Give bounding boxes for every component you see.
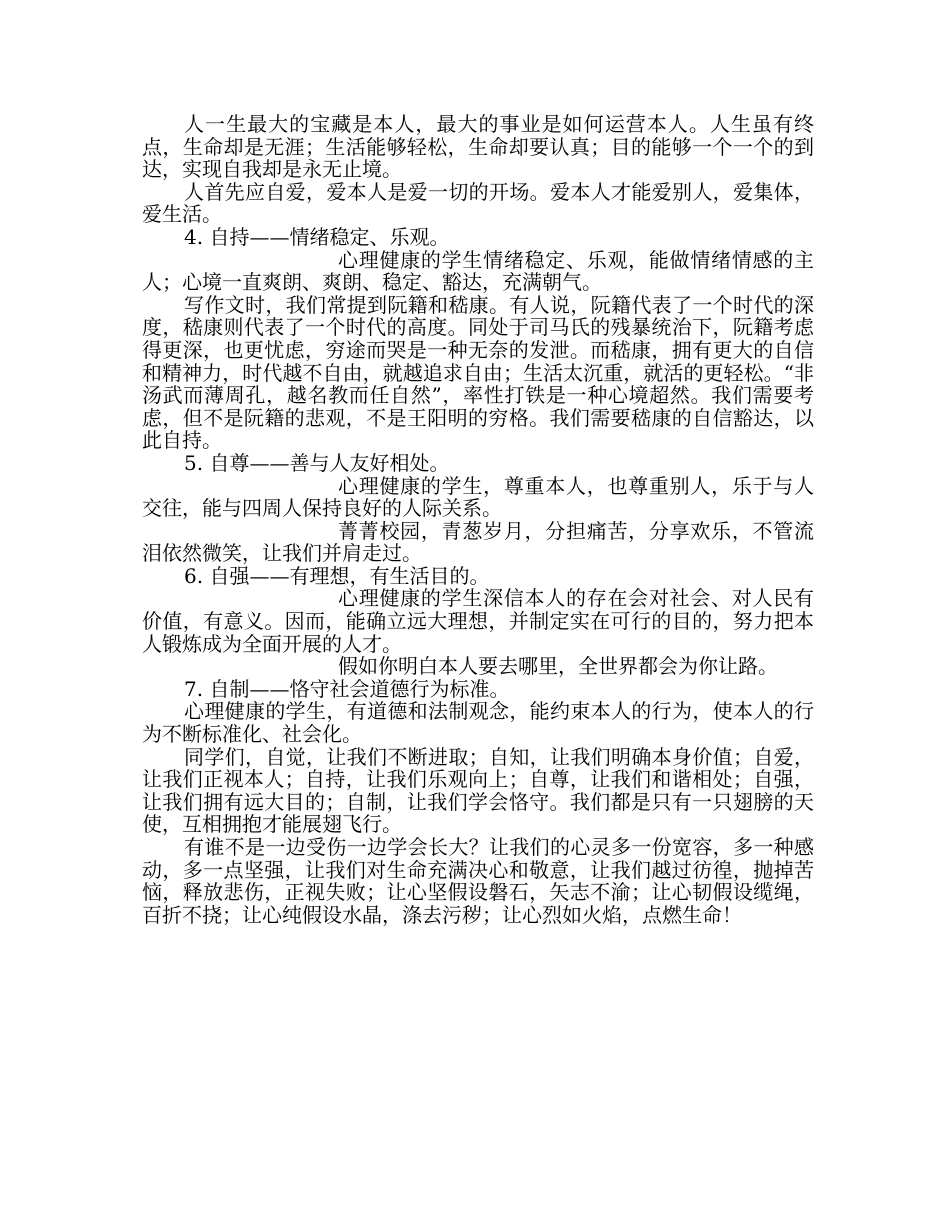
paragraph: 人首先应自爱，爱本人是爱一切的开场。爱本人才能爱别人，爱集体，爱生活。 <box>142 179 814 227</box>
document-body <box>142 113 814 926</box>
section-heading: 6. 自强——有理想，有生活目的。 <box>184 563 490 588</box>
paragraph: 有谁不是一边受伤一边学会长大？让我们的心灵多一份宽容，多一种感动，多一点坚强，让我们对生命充满决心和敬意，让我们越过彷徨，抛掉苦恼，释放悲伤，正视失败；让心坚假设磐石，矢志不渝；让心韧假设缆绳，百折不挠；让心纯假设水晶，涤去污秽；让心烈如火焰，点燃生命！ <box>142 835 814 927</box>
paragraph: 人一生最大的宝藏是本人，最大的事业是如何运营本人。人生虽有终点，生命却是无涯；生活能够轻松，生命却要认真；目的能够一个一个的到达，实现自我却是永无止境。 <box>142 112 814 182</box>
paragraph: 写作文时，我们常提到阮籍和嵇康。有人说，阮籍代表了一个时代的深度，嵇康则代表了一个时代的高度。同处于司马氏的残暴统治下，阮籍考虑得更深，也更忧虑，穷途而哭是一种无奈的发泄。而嵇康，拥有更大的自信和精神力，时代越不自由，就越追求自由；生活太沉重，就活的更轻松。“非汤武而薄周孔，越名教而任自然”，率性打铁是一种心境超然。我们需要考虑，但不是阮籍的悲观，不是王阳明的穷格。我们需要嵇康的自信豁达，以此自持。 <box>142 292 814 453</box>
paragraph: 心理健康的学生情绪稳定、乐观，能做情绪情感的主人；心境一直爽朗、爽朗、稳定、豁达，充满朝气。 <box>142 247 814 295</box>
paragraph: 心理健康的学生，有道德和法制观念，能约束本人的行为，使本人的行为不断标准化、社会化。 <box>142 699 814 747</box>
section-heading: 7. 自制——恪守社会道德行为标准。 <box>184 676 510 701</box>
paragraph: 菁菁校园，青葱岁月，分担痛苦，分享欢乐，不管流泪依然微笑，让我们并肩走过。 <box>142 518 814 566</box>
paragraph: 心理健康的学生，尊重本人，也尊重别人，乐于与人交往，能与四周人保持良好的人际关系。 <box>142 473 814 521</box>
paragraph: 心理健康的学生深信本人的存在会对社会、对人民有价值，有意义。因而，能确立远大理想，并制定实在可行的目的，努力把本人锻炼成为全面开展的人才。 <box>142 586 814 656</box>
section-heading: 4. 自持——情绪稳定、乐观。 <box>184 224 450 249</box>
paragraph: 同学们，自觉，让我们不断进取；自知，让我们明确本身价值；自爱，让我们正视本人；自持，让我们乐观向上；自尊，让我们和谐相处；自强，让我们拥有远大目的；自制，让我们学会恪守。我们都是只有一只翅膀的天使，互相拥抱才能展翅飞行。 <box>142 744 814 837</box>
section-heading: 5. 自尊——善与人友好相处。 <box>184 450 450 475</box>
paragraph: 假如你明白本人要去哪里，全世界都会为你让路。 <box>338 654 778 679</box>
